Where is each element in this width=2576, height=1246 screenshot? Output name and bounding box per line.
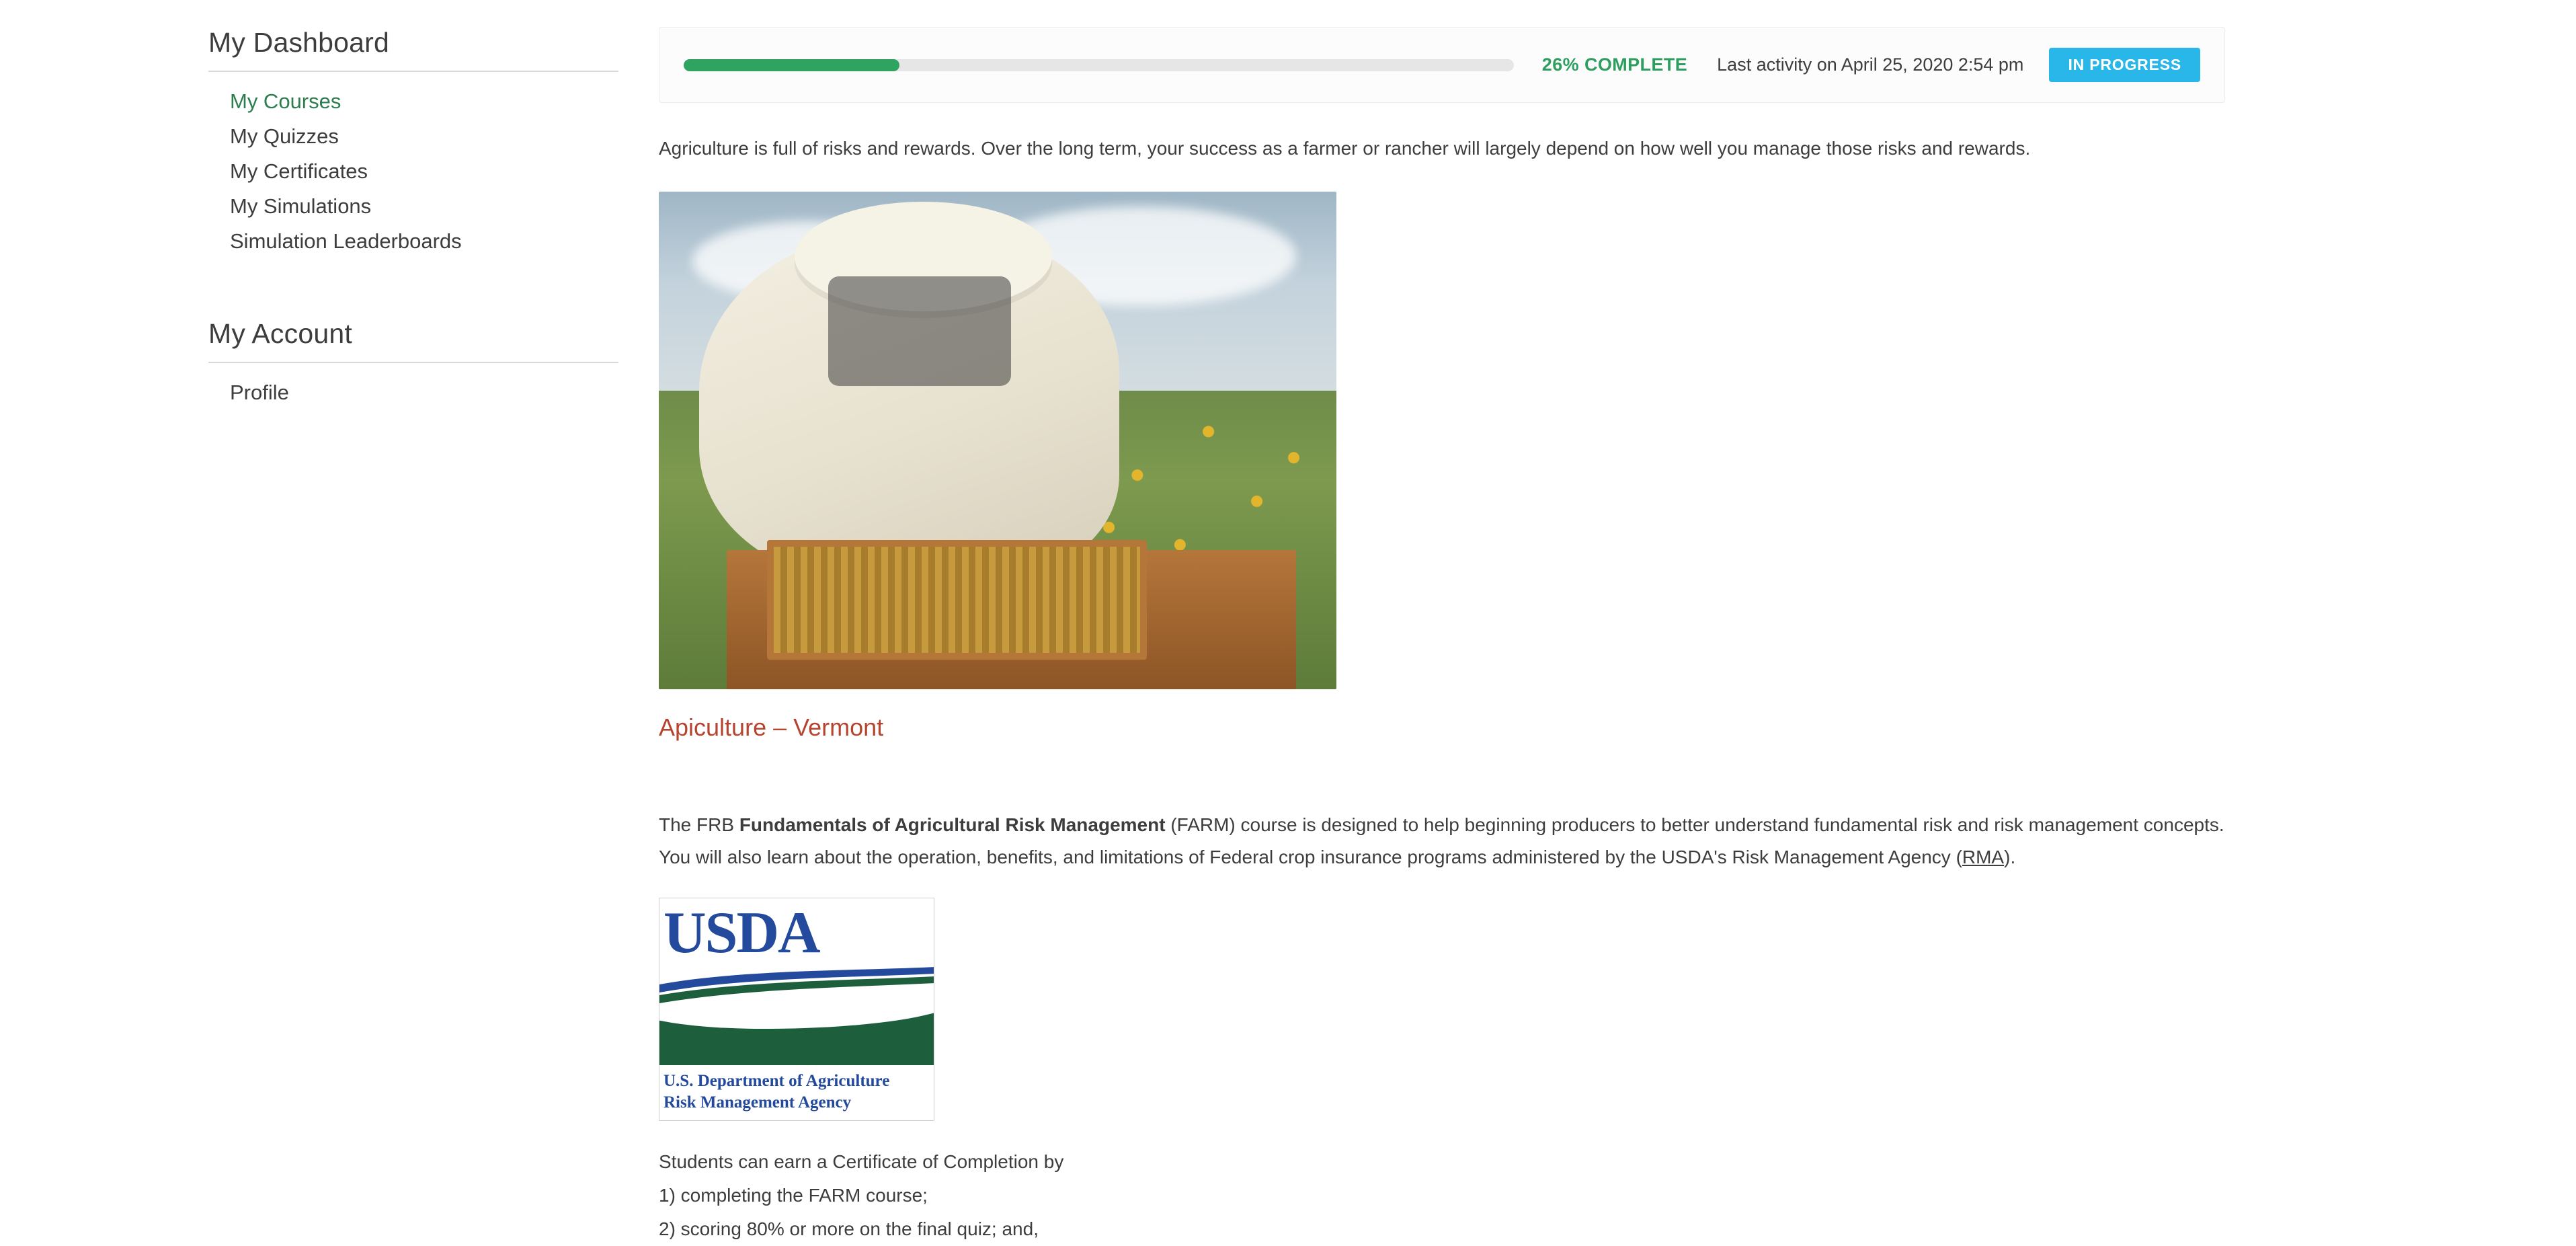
dashboard-sidebar <box>0 27 659 1246</box>
certificate-requirements <box>659 1145 2225 1246</box>
rma-link[interactable]: RMA <box>1962 847 2005 867</box>
usda-caption-line2: Risk Management Agency <box>663 1093 852 1112</box>
certificate-step-1: 1) completing the FARM course; <box>659 1185 928 1206</box>
certificate-step-2: 2) scoring 80% or more on the final quiz; and, <box>659 1218 1039 1239</box>
last-activity-label: Last activity on April 25, 2020 2:54 pm <box>1717 54 2024 75</box>
sidebar-dashboard-list <box>208 72 618 259</box>
sidebar-item-my-quizzes[interactable]: My Quizzes <box>230 124 339 148</box>
usda-caption-line1: U.S. Department of Agriculture <box>663 1072 890 1090</box>
description-part3: ). <box>2004 847 2016 867</box>
usda-caption <box>659 1065 934 1120</box>
usda-rma-logo <box>659 898 934 1121</box>
progress-fill <box>684 59 899 71</box>
sidebar-heading-account: My Account <box>208 318 618 363</box>
description-part2: (FARM) course is designed to help beginning producers to better understand fundamental risk and risk management concepts. You will also learn about the operation, benefits, and limitations of Federal crop insurance programs administered by the USDA's Risk Management Agency ( <box>659 814 2224 867</box>
usda-wordmark: USDA <box>663 900 819 966</box>
usda-logo-top <box>659 898 934 1006</box>
certificate-intro: Students can earn a Certificate of Completion by <box>659 1151 1064 1172</box>
sidebar-heading-dashboard: My Dashboard <box>208 27 618 72</box>
course-main-content <box>659 27 2380 1246</box>
course-title-link[interactable]: Apiculture – Vermont <box>659 713 884 741</box>
description-part1: The FRB <box>659 814 739 835</box>
beekeeper-course-image[interactable] <box>659 192 1336 689</box>
sidebar-item-profile[interactable]: Profile <box>230 381 289 404</box>
course-description <box>659 809 2225 873</box>
usda-swoosh-icon <box>659 966 934 1006</box>
sidebar-account-list <box>208 363 618 410</box>
usda-green-band <box>659 1006 934 1065</box>
sidebar-item-my-simulations[interactable]: My Simulations <box>230 194 372 218</box>
description-course-name: Fundamentals of Agricultural Risk Management <box>739 814 1166 835</box>
course-progress-panel <box>659 27 2225 103</box>
image-honeycomb-frame <box>767 540 1146 660</box>
course-intro-text: Agriculture is full of risks and rewards. Over the long term, your success as a farmer or rancher will largely depend on how well you manage those risks and rewards. <box>659 138 2031 159</box>
sidebar-item-my-certificates[interactable]: My Certificates <box>230 159 368 183</box>
sidebar-item-simulation-leaderboards[interactable]: Simulation Leaderboards <box>230 229 462 253</box>
image-bee-veil <box>828 276 1011 386</box>
status-badge: IN PROGRESS <box>2049 48 2200 82</box>
progress-percent-label: 26% COMPLETE <box>1541 54 1688 75</box>
sidebar-item-my-courses[interactable]: My Courses <box>230 89 341 113</box>
progress-track <box>684 59 1514 71</box>
